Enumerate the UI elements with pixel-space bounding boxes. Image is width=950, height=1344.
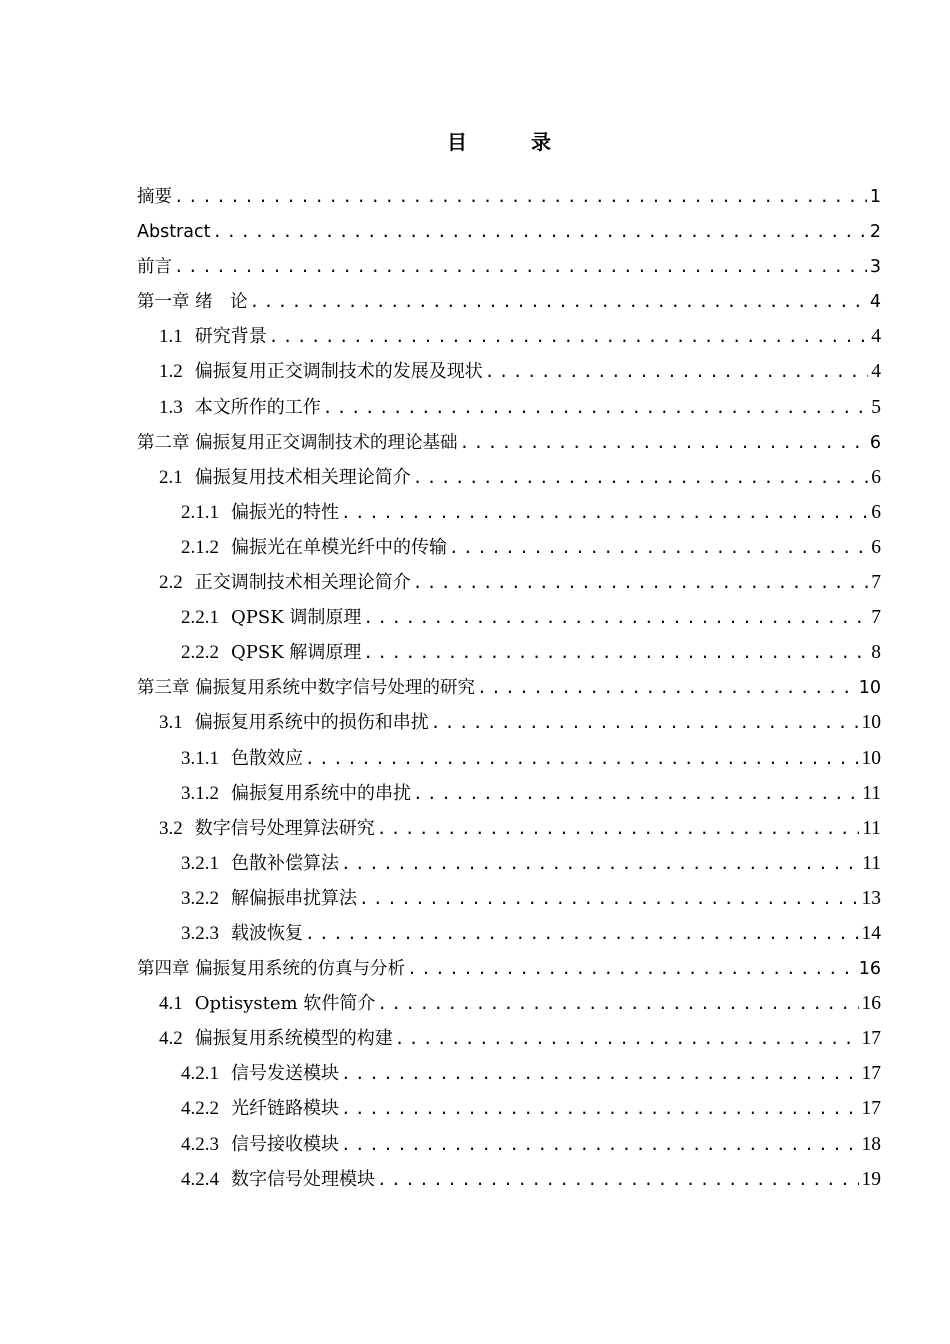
toc-entry[interactable] xyxy=(137,284,881,319)
toc-entry-label: 偏振复用系统中的串扰 xyxy=(231,782,411,804)
toc-dot-leader xyxy=(174,249,867,284)
toc-dot-leader xyxy=(341,1127,859,1162)
toc-entry[interactable] xyxy=(137,776,881,811)
toc-dot-leader xyxy=(359,881,859,916)
toc-entry[interactable] xyxy=(137,249,881,284)
toc-entry-number: 4.1 xyxy=(159,993,183,1015)
toc-entry[interactable] xyxy=(137,635,881,670)
toc-entry-label: 第一章 绪 论 xyxy=(137,292,248,313)
toc-entry-number: 4.2.1 xyxy=(181,1063,219,1085)
toc-entry-number: 3.1 xyxy=(159,712,183,734)
toc-entry[interactable] xyxy=(137,951,881,986)
toc-entry[interactable] xyxy=(137,319,881,354)
toc-entry-label: 本文所作的工作 xyxy=(194,396,321,418)
toc-entry-page-number: 3 xyxy=(869,257,881,278)
toc-entry-page-number: 4 xyxy=(871,361,881,383)
toc-entry-number: 1.3 xyxy=(159,396,183,418)
toc-dot-leader xyxy=(395,1021,859,1056)
toc-entry-page-number: 10 xyxy=(861,747,881,769)
toc-dot-leader xyxy=(250,284,867,319)
toc-entry-page-number: 5 xyxy=(871,396,881,418)
toc-entry-page-number: 7 xyxy=(871,572,881,594)
toc-entry-label: Optisystem 软件简介 xyxy=(194,993,376,1015)
toc-entry[interactable] xyxy=(137,741,881,776)
toc-entry-page-number: 7 xyxy=(871,607,881,629)
toc-entry-page-number: 17 xyxy=(861,1063,881,1085)
toc-entry-number: 4.2.2 xyxy=(181,1098,219,1120)
toc-entry-label: Abstract xyxy=(137,222,211,243)
toc-entry-page-number: 6 xyxy=(869,432,881,453)
toc-entry-number: 2.1.1 xyxy=(181,501,219,523)
toc-entry-label: QPSK 解调原理 xyxy=(231,642,362,664)
toc-entry-label: 信号接收模块 xyxy=(231,1133,339,1155)
toc-entry-number: 2.2.2 xyxy=(181,642,219,664)
toc-entry[interactable] xyxy=(137,986,881,1021)
toc-entry-page-number: 6 xyxy=(871,501,881,523)
toc-entry-number: 3.2.2 xyxy=(181,887,219,909)
toc-entry-page-number: 10 xyxy=(861,712,881,734)
toc-entry-label: 偏振光的特性 xyxy=(231,501,339,523)
toc-entry-page-number: 11 xyxy=(862,817,881,839)
toc-entry-label: 数字信号处理算法研究 xyxy=(194,817,375,839)
toc-entry-number: 3.2.3 xyxy=(181,922,219,944)
toc-entry[interactable] xyxy=(137,881,881,916)
toc-entry-label: 数字信号处理模块 xyxy=(231,1168,375,1190)
toc-entry[interactable] xyxy=(137,179,881,214)
toc-entry-number: 4.2.4 xyxy=(181,1168,219,1190)
toc-entry[interactable] xyxy=(137,600,881,635)
toc-entry[interactable] xyxy=(137,846,881,881)
toc-entry-label: 摘要 xyxy=(137,187,172,207)
toc-dot-leader xyxy=(431,705,859,740)
toc-entry[interactable] xyxy=(137,495,881,530)
toc-entry-page-number: 2 xyxy=(869,222,881,243)
toc-entry-label: 第四章 偏振复用系统的仿真与分析 xyxy=(137,959,406,980)
toc-entry-label: 色散补偿算法 xyxy=(231,852,339,874)
toc-entry[interactable] xyxy=(137,1091,881,1126)
toc-entry-number: 3.2.1 xyxy=(181,852,219,874)
toc-entry[interactable] xyxy=(137,1056,881,1091)
toc-dot-leader xyxy=(305,741,859,776)
toc-entry-number: 4.2 xyxy=(159,1028,183,1050)
toc-entry-page-number: 4 xyxy=(869,292,881,313)
toc-entry[interactable] xyxy=(137,1162,881,1197)
toc-entry-label: 信号发送模块 xyxy=(231,1063,339,1085)
toc-entry-number: 3.1.1 xyxy=(181,747,219,769)
toc-dot-leader xyxy=(413,776,859,811)
toc-dot-leader xyxy=(305,916,859,951)
toc-dot-leader xyxy=(413,565,869,600)
toc-dot-leader xyxy=(323,390,869,425)
toc-entry-page-number: 4 xyxy=(871,326,881,348)
toc-entry-label: 色散效应 xyxy=(231,747,303,769)
toc-entry[interactable] xyxy=(137,811,881,846)
toc-entry[interactable] xyxy=(137,705,881,740)
toc-dot-leader xyxy=(413,460,869,495)
toc-entry-page-number: 1 xyxy=(869,187,881,207)
toc-entry-page-number: 14 xyxy=(861,922,881,944)
toc-entry[interactable] xyxy=(137,530,881,565)
toc-entry-label: 载波恢复 xyxy=(231,922,303,944)
toc-entry-number: 4.2.3 xyxy=(181,1133,219,1155)
toc-entry-page-number: 10 xyxy=(858,678,881,699)
toc-entry-label: 前言 xyxy=(137,257,172,278)
toc-entry-number: 3.1.2 xyxy=(181,782,219,804)
toc-entry-label: 第三章 偏振复用系统中数字信号处理的研究 xyxy=(137,678,476,699)
toc-entry-label: 第二章 偏振复用正交调制技术的理论基础 xyxy=(137,432,458,453)
toc-entry-label: 正交调制技术相关理论简介 xyxy=(194,572,411,594)
toc-entry[interactable] xyxy=(137,425,881,460)
toc-dot-leader xyxy=(363,635,868,670)
toc-entry-number: 2.2 xyxy=(159,572,183,594)
toc-entry-page-number: 13 xyxy=(861,887,881,909)
toc-entry[interactable] xyxy=(137,354,881,389)
toc-dot-leader xyxy=(377,986,858,1021)
toc-entry[interactable] xyxy=(137,670,881,705)
toc-entry-page-number: 11 xyxy=(862,852,881,874)
toc-dot-leader xyxy=(341,846,859,881)
toc-dot-leader xyxy=(363,600,868,635)
toc-dot-leader xyxy=(341,495,868,530)
toc-dot-leader xyxy=(341,1056,859,1091)
toc-entry-label: 解偏振串扰算法 xyxy=(231,887,357,909)
toc-entry-page-number: 17 xyxy=(861,1028,881,1050)
toc-dot-leader xyxy=(460,425,867,460)
toc-entry-number: 1.2 xyxy=(159,361,183,383)
toc-dot-leader xyxy=(377,811,859,846)
toc-entry[interactable] xyxy=(137,565,881,600)
toc-entry-page-number: 6 xyxy=(871,466,881,488)
toc-entry-label: 偏振复用系统模型的构建 xyxy=(194,1028,393,1050)
toc-entry-number: 1.1 xyxy=(159,326,183,348)
toc-entry-label: 偏振光在单模光纤中的传输 xyxy=(231,536,447,558)
toc-entry[interactable] xyxy=(137,1127,881,1162)
toc-dot-leader xyxy=(212,214,866,249)
toc-entry-number: 2.1 xyxy=(159,466,183,488)
toc-entry[interactable] xyxy=(137,916,881,951)
toc-entry[interactable] xyxy=(137,1021,881,1056)
toc-entry-page-number: 19 xyxy=(861,1168,881,1190)
toc-entry-label: 偏振复用正交调制技术的发展及现状 xyxy=(194,361,483,383)
toc-entry-page-number: 17 xyxy=(861,1098,881,1120)
toc-entry-page-number: 16 xyxy=(861,993,881,1015)
toc-entry-page-number: 16 xyxy=(858,959,881,980)
toc-title: 目 录 xyxy=(447,130,573,154)
toc-entry-page-number: 11 xyxy=(862,782,881,804)
toc-entry-label: 偏振复用系统中的损伤和串扰 xyxy=(194,712,429,734)
toc-entry-page-number: 8 xyxy=(871,642,881,664)
toc-dot-leader xyxy=(341,1091,859,1126)
toc-entry-number: 2.1.2 xyxy=(181,536,219,558)
toc-dot-leader xyxy=(485,354,869,389)
toc-entry-number: 3.2 xyxy=(159,817,183,839)
toc-entry-page-number: 18 xyxy=(861,1133,881,1155)
toc-dot-leader xyxy=(377,1162,859,1197)
toc-dot-leader xyxy=(407,951,856,986)
toc-dot-leader xyxy=(477,670,856,705)
toc-entry-label: 光纤链路模块 xyxy=(231,1098,339,1120)
toc-entry[interactable] xyxy=(137,390,881,425)
toc-list xyxy=(137,179,881,1197)
toc-entry-page-number: 6 xyxy=(871,536,881,558)
toc-dot-leader xyxy=(174,179,867,214)
toc-entry[interactable] xyxy=(137,460,881,495)
toc-entry-label: 偏振复用技术相关理论简介 xyxy=(194,466,411,488)
toc-entry-label: QPSK 调制原理 xyxy=(231,607,362,629)
toc-entry[interactable] xyxy=(137,214,881,249)
toc-dot-leader xyxy=(269,319,869,354)
toc-dot-leader xyxy=(449,530,868,565)
toc-entry-label: 研究背景 xyxy=(194,326,267,348)
toc-entry-number: 2.2.1 xyxy=(181,607,219,629)
